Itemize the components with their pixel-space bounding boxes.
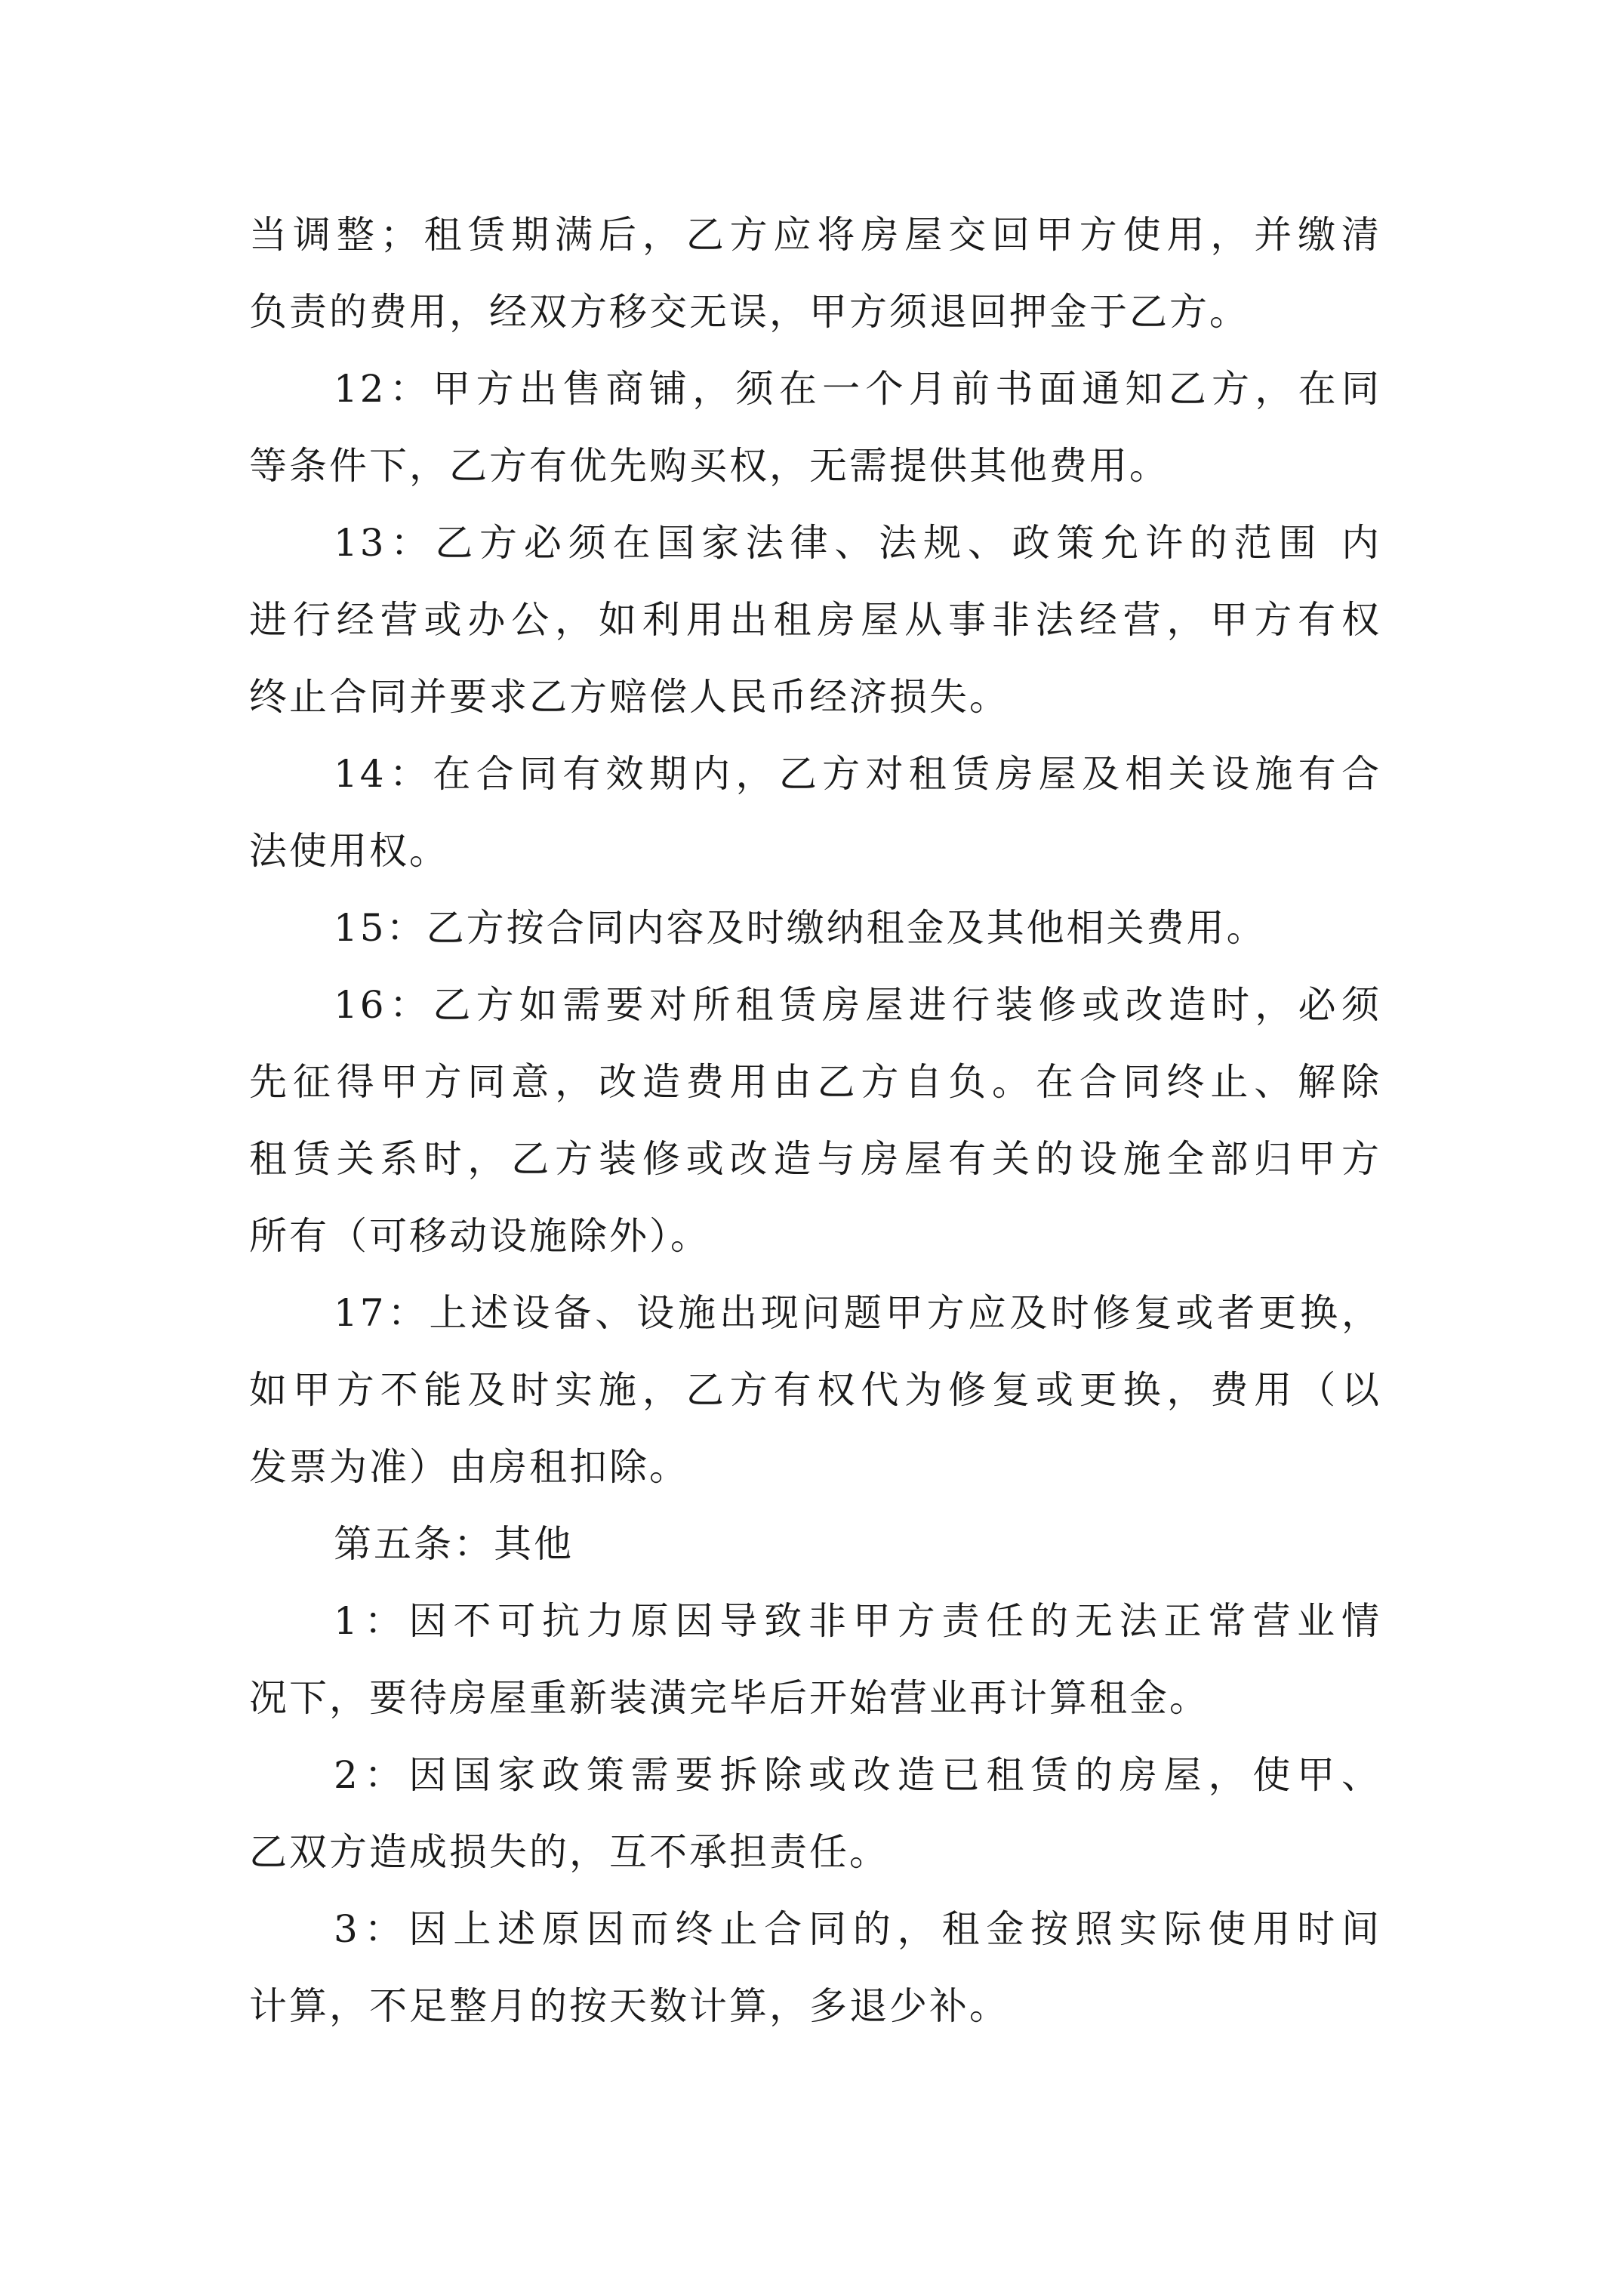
text-line: 当调整；租赁期满后，乙方应将房屋交回甲方使用，并缴清 — [249, 213, 1381, 257]
text-line: 发票为准）由房租扣除。 — [249, 1445, 689, 1489]
text-line: 负责的费用，经双方移交无误，甲方须退回押金于乙方。 — [249, 290, 1249, 334]
text-line: 17：上述设备、设施出现问题甲方应及时修复或者更换， — [334, 1291, 1381, 1335]
text-line: 第五条：其他 — [334, 1522, 574, 1566]
text-line: 13：乙方必须在国家法律、法规、政策允许的范围 内 — [334, 521, 1381, 565]
text-line: 先征得甲方同意，改造费用由乙方自负。在合同终止、解除 — [249, 1060, 1381, 1104]
text-line: 16：乙方如需要对所租赁房屋进行装修或改造时，必须 — [334, 983, 1381, 1027]
text-line: 15：乙方按合同内容及时缴纳租金及其他相关费用。 — [334, 906, 1267, 950]
text-line: 如甲方不能及时实施，乙方有权代为修复或更换，费用（以 — [249, 1368, 1381, 1412]
text-line: 2：因国家政策需要拆除或改造已租赁的房屋，使甲、 — [334, 1753, 1381, 1797]
contract-text — [249, 196, 1381, 2045]
text-line: 14：在合同有效期内，乙方对租赁房屋及相关设施有合 — [334, 752, 1381, 796]
text-line: 计算，不足整月的按天数计算，多退少补。 — [249, 1984, 1009, 2028]
text-line: 况下，要待房屋重新装潢完毕后开始营业再计算租金。 — [249, 1676, 1209, 1720]
text-line: 法使用权。 — [249, 829, 449, 873]
text-line: 租赁关系时，乙方装修或改造与房屋有关的设施全部归甲方 — [249, 1137, 1381, 1181]
text-line: 终止合同并要求乙方赔偿人民币经济损失。 — [249, 675, 1009, 719]
text-line: 12：甲方出售商铺，须在一个月前书面通知乙方，在同 — [334, 367, 1381, 411]
text-line: 1：因不可抗力原因导致非甲方责任的无法正常营业情 — [334, 1599, 1381, 1643]
text-line: 所有（可移动设施除外）。 — [249, 1214, 710, 1258]
text-line: 进行经营或办公，如利用出租房屋从事非法经营，甲方有权 — [249, 598, 1381, 642]
text-line: 等条件下，乙方有优先购买权，无需提供其他费用。 — [249, 444, 1169, 488]
text-line: 3：因上述原因而终止合同的，租金按照实际使用时间 — [334, 1907, 1381, 1951]
text-line: 乙双方造成损失的，互不承担责任。 — [249, 1830, 889, 1874]
